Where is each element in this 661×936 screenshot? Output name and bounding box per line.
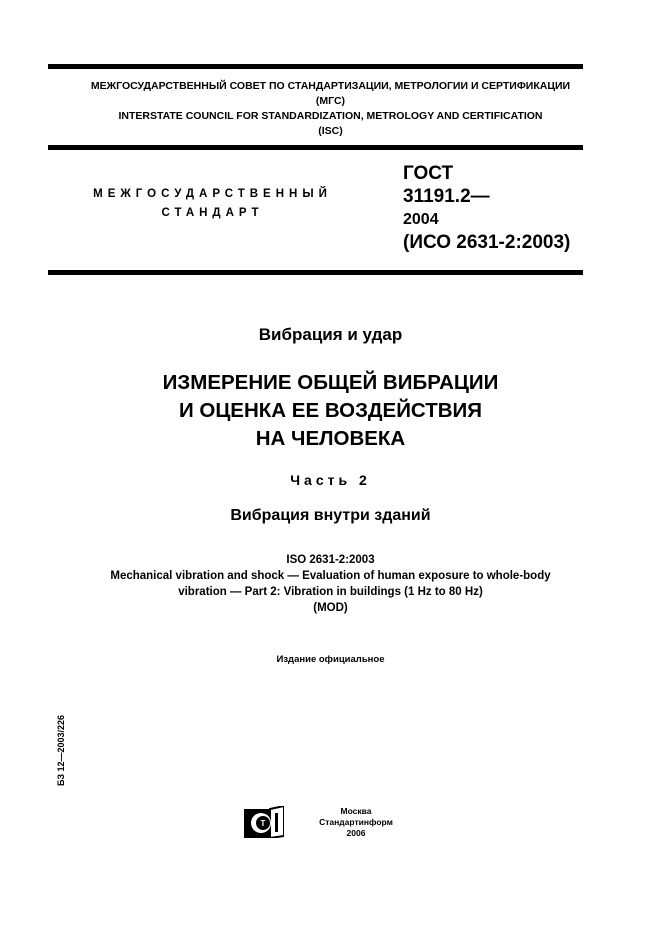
iso-reference: (ИСО 2631-2:2003) [403,232,571,253]
middle-rule [48,145,583,150]
gost-year: 2004 [403,211,439,228]
iso-code: ISO 2631-2:2003 [286,554,375,566]
standard-type [70,185,355,223]
edition-label: Издание официальное [276,654,385,665]
standard-type-line1: МЕЖГОСУДАРСТВЕННЫЙ [93,188,332,200]
subtitle: Вибрация внутри зданий [230,507,431,524]
iso-title-line1: Mechanical vibration and shock — Evaluation of human exposure to whole-body [110,570,551,582]
side-code: БЗ 12—2003/226 [56,714,66,786]
standartinform-logo [244,806,284,838]
iso-mod: (MOD) [313,602,348,614]
gost-label: ГОСТ [403,163,454,184]
svg-text:Т: Т [260,819,266,828]
council-ru: МЕЖГОСУДАРСТВЕННЫЙ СОВЕТ ПО СТАНДАРТИЗАЦИИ, МЕТРОЛОГИИ И СЕРТИФИКАЦИИ [90,80,571,92]
publisher-city: Москва [340,806,372,816]
bottom-rule [48,270,583,275]
publisher-year: 2006 [346,828,366,838]
top-rule [48,64,583,69]
iso-block [0,552,661,616]
iso-title-line2: vibration — Part 2: Vibration in buildings (1 Hz to 80 Hz) [178,586,483,598]
main-title-line3: НА ЧЕЛОВЕКА [255,427,406,450]
main-title [0,369,661,453]
gost-designation [403,162,570,254]
council-en: INTERSTATE COUNCIL FOR STANDARDIZATION, METROLOGY AND CERTIFICATION [118,110,543,122]
gost-number: 31191.2— [403,186,490,207]
standard-type-line2: СТАНДАРТ [161,207,264,219]
council-ru-abbr: (МГС) [315,95,346,107]
main-title-line2: И ОЦЕНКА ЕЕ ВОЗДЕЙСТВИЯ [178,399,483,422]
part-label: Часть 2 [290,472,371,488]
council-en-abbr: (ISC) [318,125,343,137]
series-title: Вибрация и удар [258,325,403,344]
main-title-line1: ИЗМЕРЕНИЕ ОБЩЕЙ ВИБРАЦИИ [162,371,499,394]
publisher [296,806,416,839]
publisher-name: Стандартинформ [319,817,393,827]
